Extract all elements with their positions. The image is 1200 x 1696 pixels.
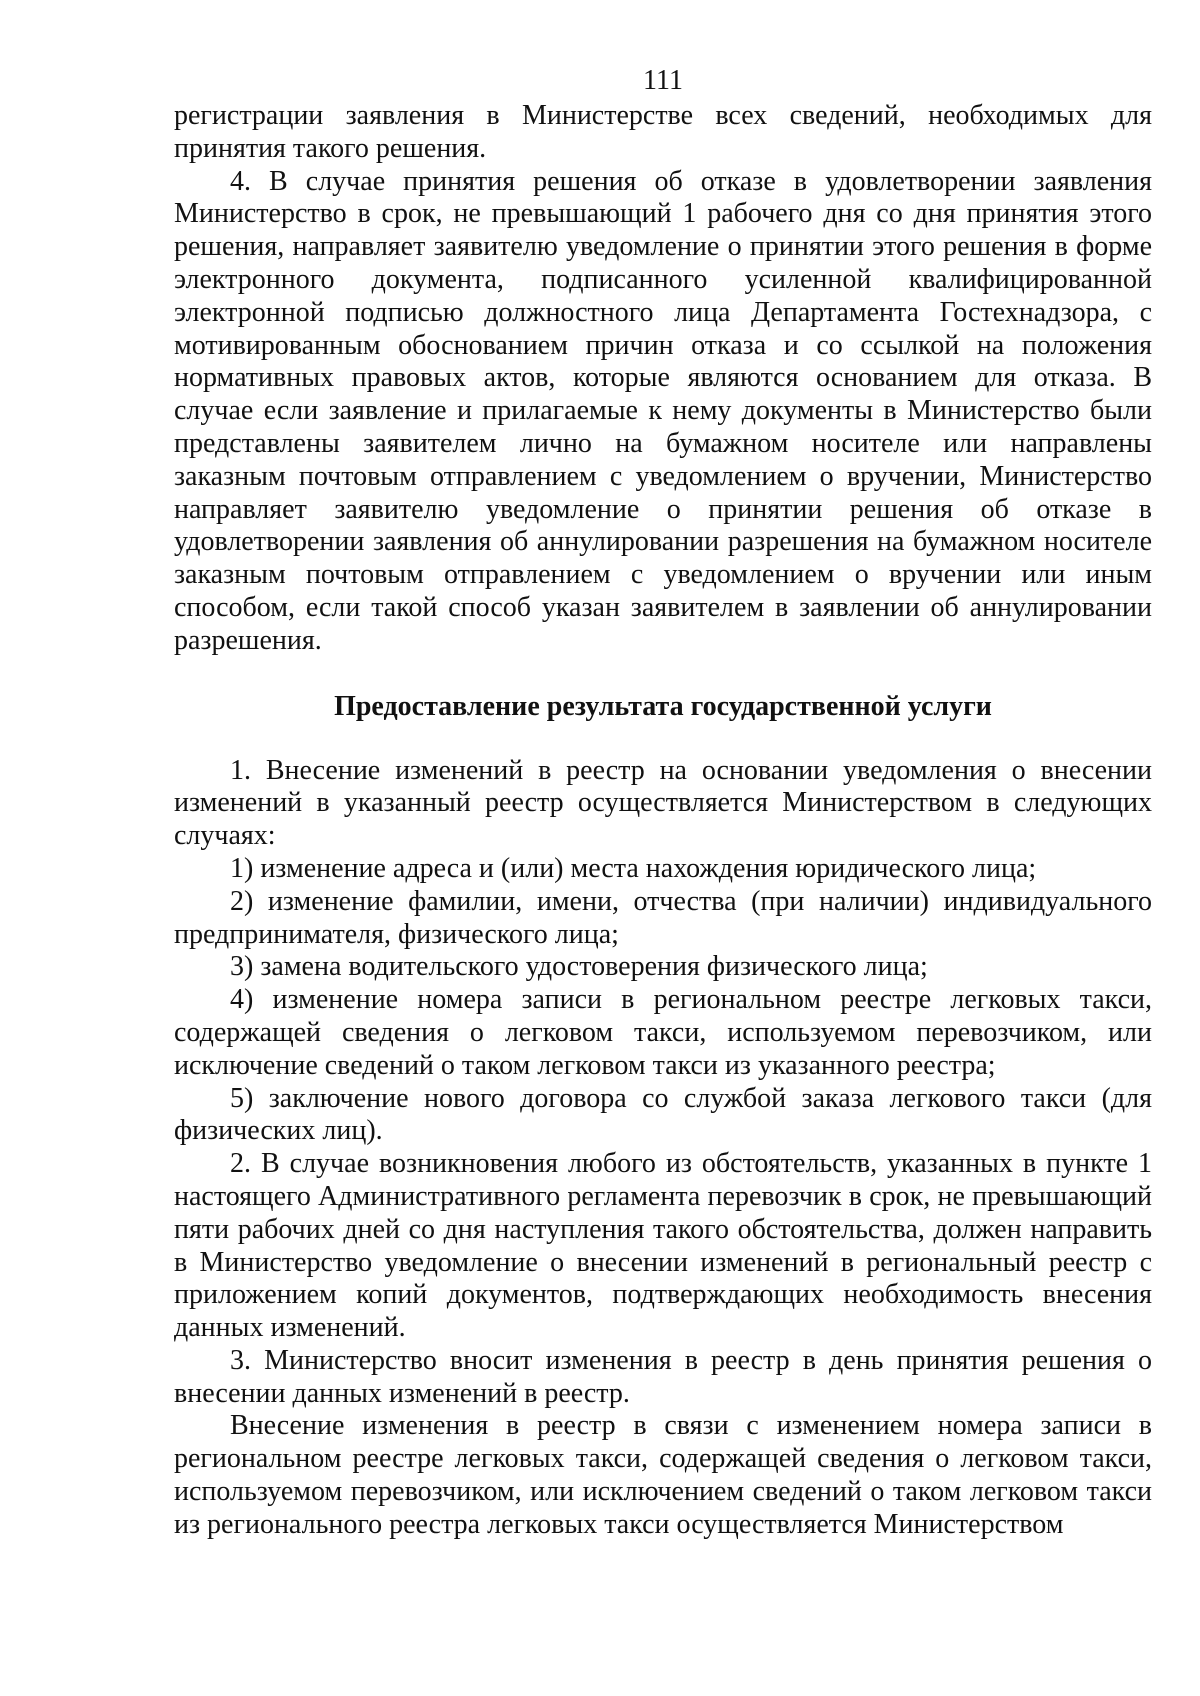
paragraph-item-1: 1. Внесение изменений в реестр на основании уведомления о внесении изменений в указанный реестр осуществляется Министерством в следующих случаях:: [174, 754, 1152, 852]
paragraph-item-2: 2. В случае возникновения любого из обстоятельств, указанных в пункте 1 настоящего Административного регламента перевозчик в срок, не превышающий пяти рабочих дней со дня наступления такого обстоятельства, должен направить в Министерство уведомление о внесении изменений в региональный реестр с приложением копий документов, подтверждающих необходимость внесения данных изменений.: [174, 1148, 1152, 1344]
list-item-5: 5) заключение нового договора со службой заказа легкового такси (для физических лиц).: [174, 1082, 1152, 1147]
top-text-block: [174, 100, 1152, 658]
list-item-3: 3) замена водительского удостоверения физического лица;: [230, 951, 928, 983]
paragraph-registry-change: Внесение изменения в реестр в связи с изменением номера записи в региональном реестре легковых такси, содержащей сведения о легковом такси, используемом перевозчиком, или исключением сведений о таком легковом такси из регионального реестра легковых такси осуществляется Министерством: [174, 1410, 1152, 1540]
document-page: [174, 64, 1152, 1542]
list-item-4: 4) изменение номера записи в региональном реестре легковых такси, содержащей сведения о легковом такси, используемом перевозчиком, или исключение сведений о таком легковом такси из указанного реестра;: [174, 984, 1152, 1081]
list-item-2: 2) изменение фамилии, имени, отчества (при наличии) индивидуального предпринимателя, физического лица;: [174, 885, 1152, 950]
bottom-text-block: [174, 755, 1152, 1542]
paragraph-item-3: 3. Министерство вносит изменения в реестр в день принятия решения о внесении данных изменений в реестр.: [174, 1344, 1152, 1409]
section-heading: Предоставление результата государственной услуги: [334, 690, 992, 722]
paragraph-item-4-refusal: 4. В случае принятия решения об отказе в удовлетворении заявления Министерство в срок, не превышающий 1 рабочего дня со дня принятия этого решения, направляет заявителю уведомление о принятии этого решения в форме электронного документа, подписанного усиленной квалифицированной электронной подписью должностного лица Департамента Гостехнадзора, с мотивированным обоснованием причин отказа и со ссылкой на положения нормативных правовых актов, которые являются основанием для отказа. В случае если заявление и прилагаемые к нему документы в Министерство были представлены заявителем лично на бумажном носителе или направлены заказным почтовым отправлением с уведомлением о вручении, Министерство направляет заявителю уведомление о принятии решения об отказе в удовлетворении заявления об аннулировании разрешения на бумажном носителе заказным почтовым отправлением с уведомлением о вручении или иным способом, если такой способ указан заявителем в заявлении об аннулировании разрешения.: [174, 165, 1152, 656]
page-number: 111: [643, 65, 683, 96]
list-item-1: 1) изменение адреса и (или) места нахождения юридического лица;: [230, 852, 1037, 884]
paragraph-continuation: регистрации заявления в Министерстве всех сведений, необходимых для принятия такого решения.: [174, 100, 1152, 164]
